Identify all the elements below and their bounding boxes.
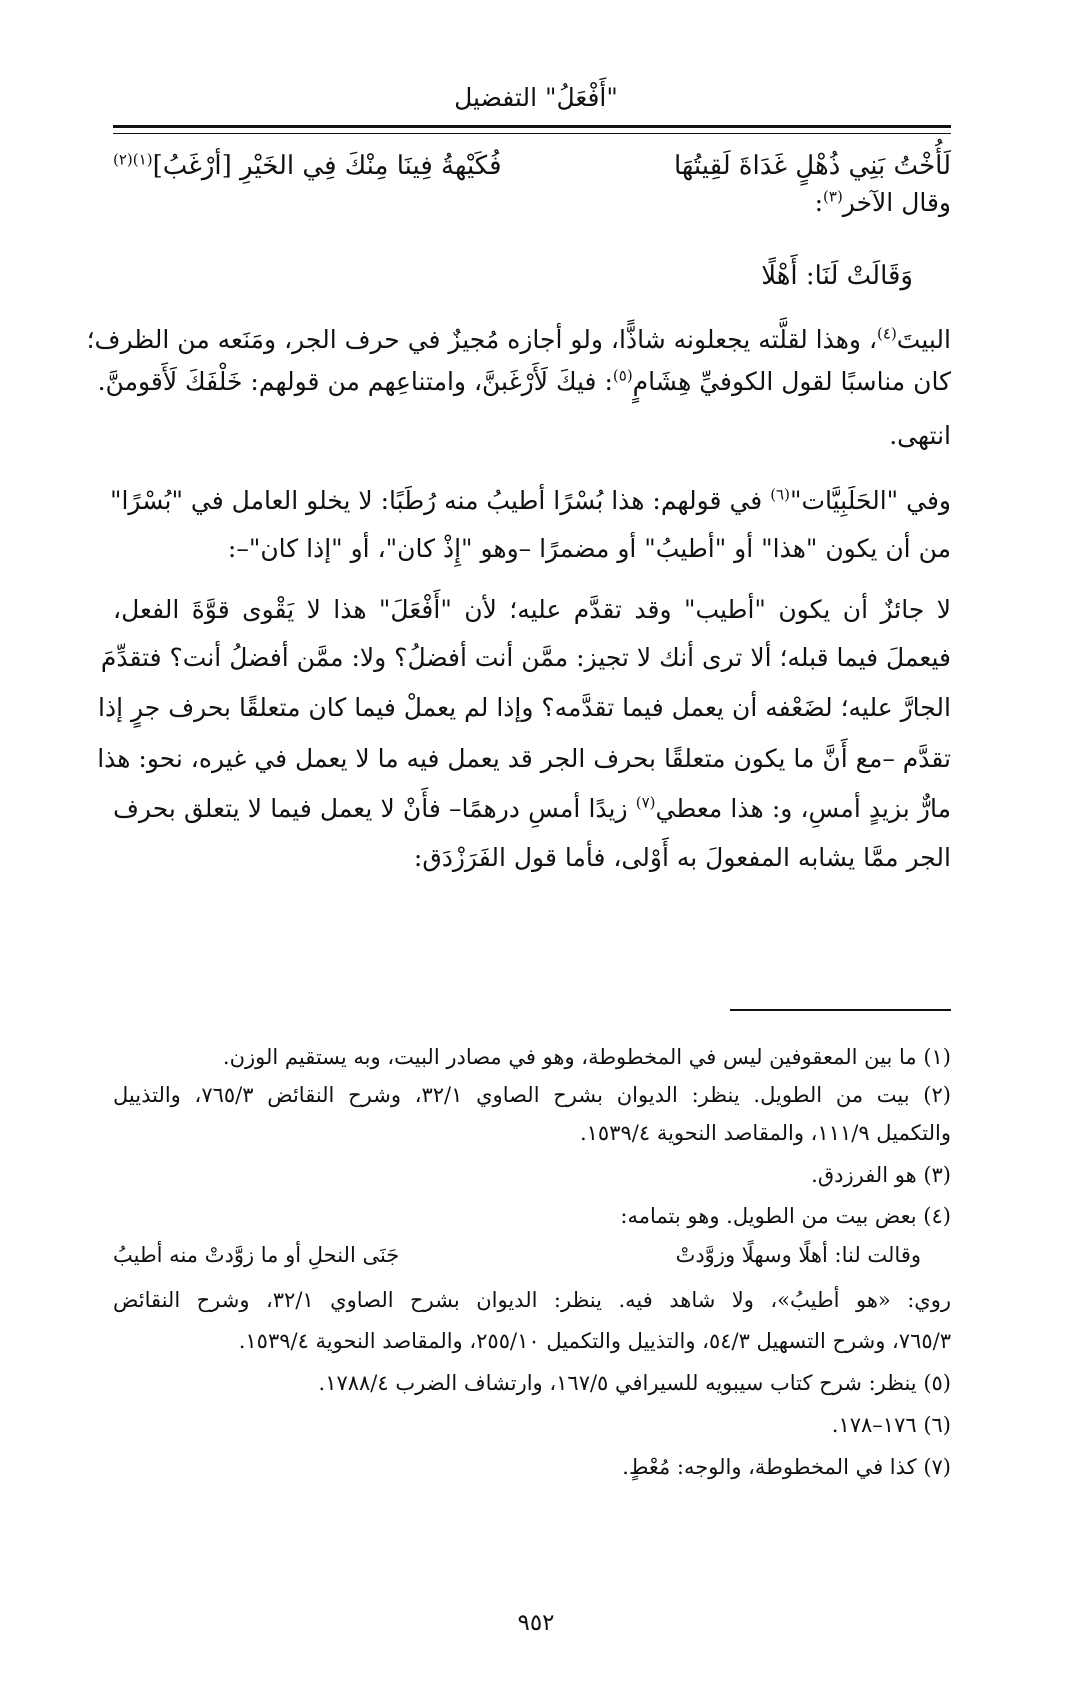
verse-line-2 <box>113 256 951 296</box>
footnote-1: (١) ما بين المعقوفين ليس في المخطوطة، وهو في مصادر البيت، وبه يستقيم الوزن. <box>222 1045 951 1069</box>
para-3-line-3: الجارَّ عليه؛ لضَعْفه أن يعمل فيما تقدَّمه؟ وإذا لم يعملْ فيما كان متعلقًا بحرف جرٍ إذا <box>98 693 951 722</box>
footnote-6: (٦) ١٧٦–١٧٨. <box>831 1413 951 1437</box>
para-3-line-2: فيعملَ فيما قبله؛ ألا ترى أنك لا تجيز: ممَّن أنت أفضلُ؟ ولا: ممَّن أفضلُ أنت؟ فتقدِّمَ <box>100 643 951 672</box>
footnote-7: (٧) كذا في المخطوطة، والوجه: مُعْطٍ. <box>622 1455 951 1479</box>
footnote-2-line-1: (٢) بيت من الطويل. ينظر: الديوان بشرح الصاوي ٣٢/١، وشرح النقائض ٧٦٥/٣، والتذييل <box>113 1083 951 1107</box>
para-1-line-2-rest: : فيكَ لَأَرْغَبنَّ، وامتناعِهم من قولهم: خَلْفَكَ لَأَقومنَّ. <box>97 367 613 396</box>
footnote-ref-3: (٣) <box>823 187 843 206</box>
footnote-ref-7: (٧) <box>635 793 656 812</box>
para-2-line-2: من أن يكون "هذا" أو "أطيبُ" أو مضمرًا –وهو "إِذْ كان"، أو "إذا كان"–: <box>227 534 951 563</box>
footnote-4-verse-left: جَنَى النحلِ أو ما زوَّدتْ منه أطيبُ <box>113 1243 400 1267</box>
footnote-4-line-4: ٧٦٥/٣، وشرح التسهيل ٥٤/٣، والتذييل والتكميل ٢٥٥/١٠، والمقاصد النحوية ١٥٣٩/٤. <box>238 1329 951 1353</box>
para-3-line-6: الجر ممَّا يشابه المفعولَ به أَوْلى، فأما قول الفَرَزْدَق: <box>413 843 951 872</box>
para-1-rest: ، وهذا لقلَّته يجعلونه شاذًّا، ولو أجازه مُجيزٌ في حرف الجر، ومَنَعه من الظرف؛ <box>86 325 878 354</box>
para-3-line-1: لا جائزٌ أن يكون "أطيب" وقد تقدَّم عليه؛ لأن "أَفْعَلَ" هذا لا يَقْوى قوَّةَ الفعل، <box>113 595 952 624</box>
para-1-line-2 <box>97 362 951 402</box>
para-3-line-5-start: مارٌّ بزيدٍ أمسِ، و: هذا معطي <box>655 794 951 823</box>
footnote-2-line-2: والتكميل ١١١/٩، والمقاصد النحوية ١٥٣٩/٤. <box>579 1121 951 1145</box>
para-3-line-5-rest: زيدًا أمسِ درهمًا– فأَنْ لا يعمل فيما لا يتعلق بحرف <box>113 794 636 823</box>
footnote-4-line-3: روي: «هو أطيبُ»، ولا شاهد فيه. ينظر: الديوان بشرح الصاوي ٣٢/١، وشرح النقائض <box>113 1288 952 1312</box>
intro-line-other-poet <box>113 183 951 223</box>
footnote-4-verse-right: وقالت لنا: أهلًا وسهلًا وزوَّدتْ <box>675 1243 921 1267</box>
para-2-line-1 <box>109 481 951 521</box>
footnote-4-line-1: (٤) بعض بيت من الطويل. وهو بتمامه: <box>620 1204 951 1228</box>
header-rule-thin <box>113 133 951 134</box>
para-2-rest: في قولهم: هذا بُسْرًا أطيبُ منه رُطَبًا: لا يخلو العامل في "بُسْرًا" <box>109 486 771 515</box>
footnote-ref-6: (٦) <box>770 485 790 504</box>
footnote-4-verse <box>113 1238 951 1272</box>
verse-1-right-hemistich: لَأُخْتُ بَنِي ذُهْلٍ غَدَاةَ لَقِيتُهَا <box>674 151 951 181</box>
verse-line-1 <box>113 146 951 186</box>
verse-1-left-group <box>113 146 502 186</box>
para-1-line-3: انتهى. <box>889 421 951 450</box>
verse-1-left-hemistich: فُكَيْهةُ فِينَا مِنْكَ فِي الخَيْرِ [أرْغَبُ] <box>152 151 502 181</box>
running-header-title: "أَفْعَلُ" التفضيل <box>454 83 618 112</box>
para-1-start: البيتَ <box>896 325 951 354</box>
footnote-5: (٥) ينظر: شرح كتاب سيبويه للسيرافي ١٦٧/٥، وارتشاف الضرب ١٧٨٨/٤. <box>318 1371 951 1395</box>
para-1-line-1 <box>86 320 951 360</box>
footnote-3: (٣) هو الفرزدق. <box>811 1163 951 1187</box>
footnote-ref-5: (٥) <box>612 366 633 385</box>
footnote-ref-4: (٤) <box>877 324 897 343</box>
header-rule-thick <box>113 125 951 128</box>
page-number: ٩٥٢ <box>517 1610 555 1636</box>
footnote-ref-1-2: (١)(٢) <box>113 150 153 169</box>
para-3-line-4: تقدَّم –مع أَنَّ ما يكون متعلقًا بحرف الجر قد يعمل فيه ما لا يعمل في غيره، نحو: هذا <box>97 744 951 773</box>
para-3-line-5 <box>113 789 951 829</box>
footnote-separator <box>730 1009 951 1011</box>
intro-text: وقال الآخر <box>842 188 951 217</box>
para-2-start: وفي "الحَلَبِيَّات" <box>789 486 951 515</box>
intro-colon: : <box>814 188 824 217</box>
verse-2-fragment: وَقَالَتْ لَنَا: أَهْلًا <box>761 261 913 291</box>
para-1-line-2-start: كان مناسبًا لقول الكوفيِّ هِشَامٍ <box>632 367 951 396</box>
